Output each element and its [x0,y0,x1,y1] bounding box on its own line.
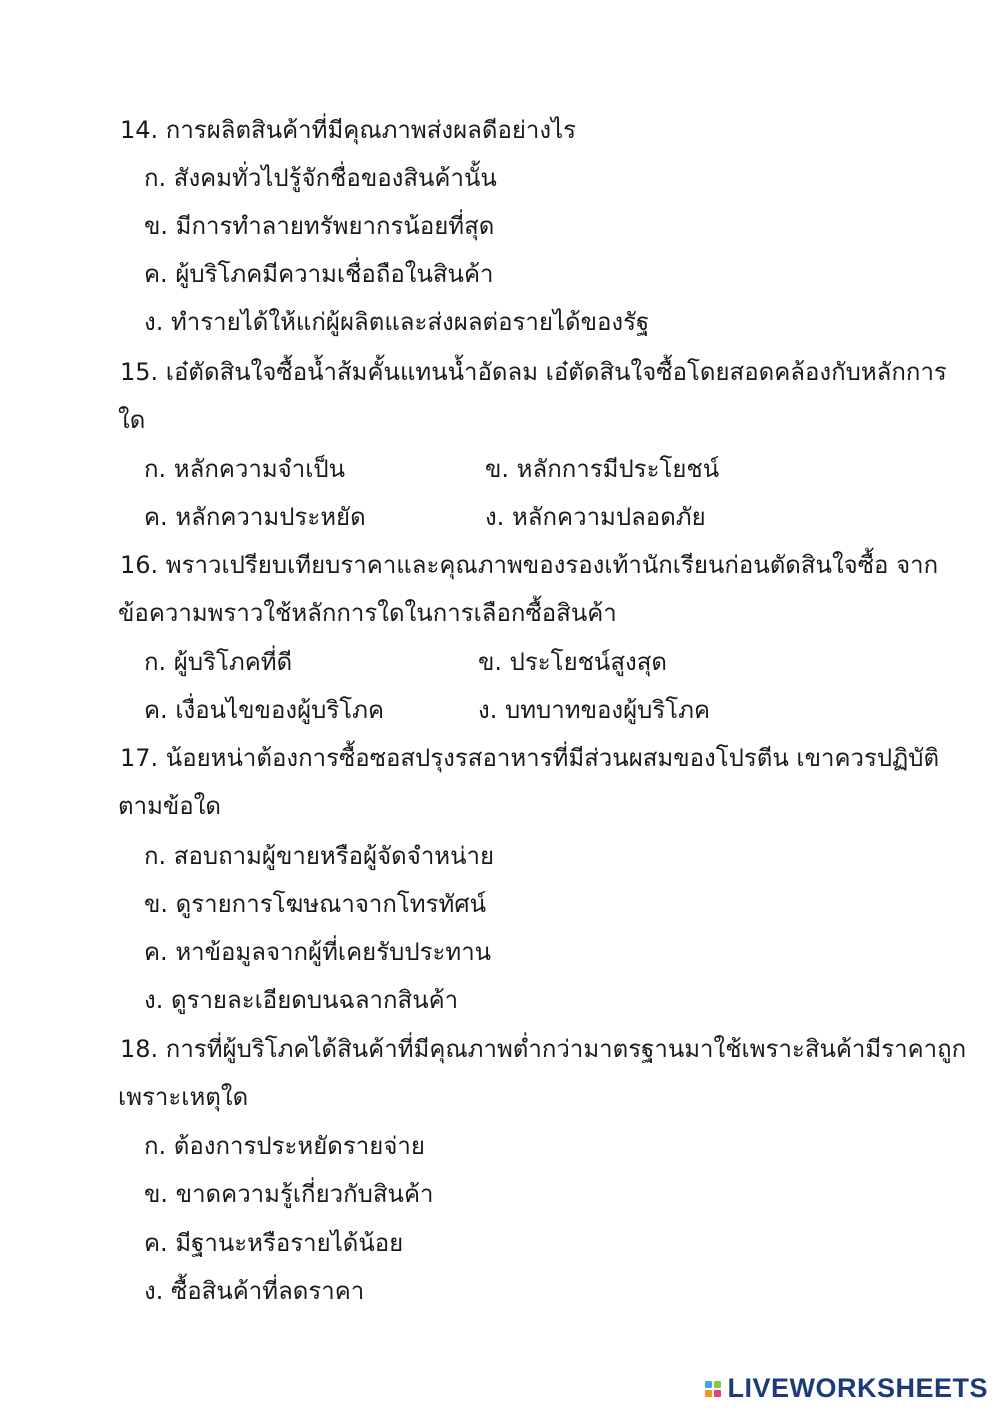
question-18-cont: เพราะเหตุใด [118,1083,249,1111]
q15-option-a[interactable]: ก. หลักความจำเป็น [144,455,346,483]
logo-mark-icon [705,1381,721,1397]
q14-option-a[interactable]: ก. สังคมทั่วไปรู้จักชื่อของสินค้านั้น [144,164,497,192]
question-17-cont: ตามข้อใด [118,792,222,820]
q18-option-c[interactable]: ค. มีฐานะหรือรายได้น้อย [144,1229,404,1257]
q17-option-d[interactable]: ง. ดูรายละเอียดบนฉลากสินค้า [144,986,459,1014]
q16-option-a[interactable]: ก. ผู้บริโภคที่ดี [144,648,293,676]
q14-option-b[interactable]: ข. มีการทำลายทรัพยากรน้อยที่สุด [144,212,495,240]
question-18: 18. การที่ผู้บริโภคได้สินค้าที่มีคุณภาพต่ำกว่ามาตรฐานมาใช้เพราะสินค้ามีราคาถูก [120,1035,967,1063]
q16-option-c[interactable]: ค. เงื่อนไขของผู้บริโภค [144,696,385,724]
q15-option-c[interactable]: ค. หลักความประหยัด [144,503,366,531]
q17-option-c[interactable]: ค. หาข้อมูลจากผู้ที่เคยรับประทาน [144,938,492,966]
logo-text: LIVEWORKSHEETS [727,1373,988,1403]
q18-option-a[interactable]: ก. ต้องการประหยัดรายจ่าย [144,1132,425,1160]
q15-option-d[interactable]: ง. หลักความปลอดภัย [485,503,706,531]
question-17: 17. น้อยหน่าต้องการซื้อซอสปรุงรสอาหารที่มีส่วนผสมของโปรตีน เขาควรปฏิบัติ [120,744,940,772]
logo-square-icon [705,1390,712,1397]
question-15: 15. เอ๋ตัดสินใจซื้อน้ำส้มคั้นแทนน้ำอัดลม เอ๋ตัดสินใจซื้อโดยสอดคล้องกับหลักการ [120,358,947,386]
logo-square-icon [705,1381,712,1388]
logo-square-icon [714,1381,721,1388]
q14-option-c[interactable]: ค. ผู้บริโภคมีความเชื่อถือในสินค้า [144,260,494,288]
q14-option-d[interactable]: ง. ทำรายได้ให้แก่ผู้ผลิตและส่งผลต่อรายได้ของรัฐ [144,308,650,336]
q18-option-b[interactable]: ข. ขาดความรู้เกี่ยวกับสินค้า [144,1180,434,1208]
question-16-cont: ข้อความพราวใช้หลักการใดในการเลือกซื้อสินค้า [118,599,617,627]
q15-option-b[interactable]: ข. หลักการมีประโยชน์ [485,455,720,483]
q16-option-b[interactable]: ข. ประโยชน์สูงสุด [478,648,667,676]
q17-option-b[interactable]: ข. ดูรายการโฆษณาจากโทรทัศน์ [144,890,486,918]
question-15-cont: ใด [118,406,146,434]
question-14: 14. การผลิตสินค้าที่มีคุณภาพส่งผลดีอย่างไร [120,116,577,144]
liveworksheets-logo[interactable] [705,1373,988,1404]
question-16: 16. พราวเปรียบเทียบราคาและคุณภาพของรองเท้านักเรียนก่อนตัดสินใจซื้อ จาก [120,551,939,579]
q18-option-d[interactable]: ง. ซื้อสินค้าที่ลดราคา [144,1277,365,1305]
logo-square-icon [714,1390,721,1397]
q16-option-d[interactable]: ง. บทบาทของผู้บริโภค [478,696,711,724]
q17-option-a[interactable]: ก. สอบถามผู้ขายหรือผู้จัดจำหน่าย [144,842,495,870]
